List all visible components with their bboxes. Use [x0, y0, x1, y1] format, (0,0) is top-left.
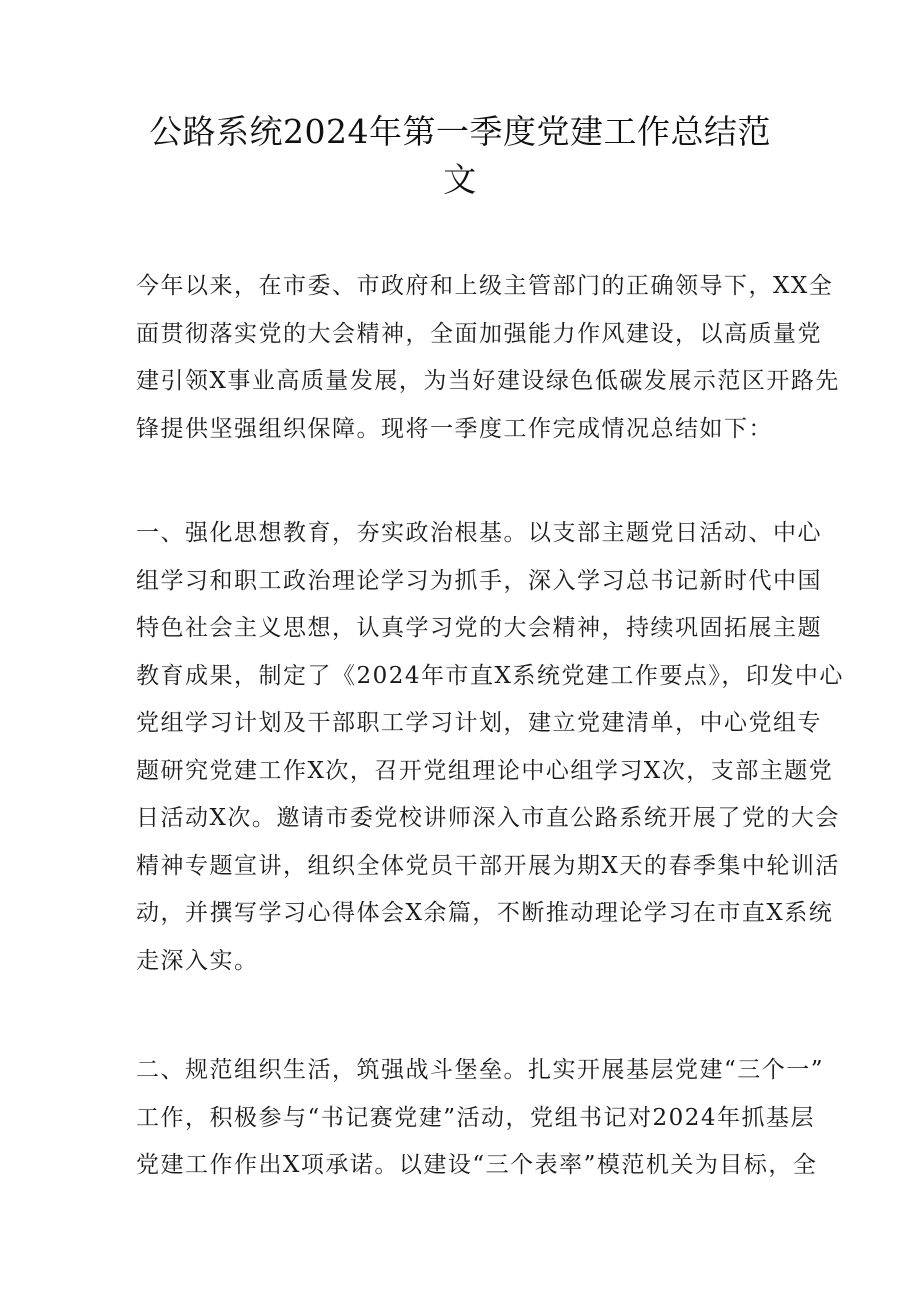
paragraph-line: 二、规范组织生活，筑强战斗堡垒。扎实开展基层党建“三个一” [136, 1057, 825, 1083]
paragraph-line: 教育成果，制定了《2024年市直X系统党建工作要点》，印发中心 [136, 662, 844, 689]
paragraph-line: 题研究党建工作X次，召开党组理论中心组学习X次，支部主题党 [136, 757, 834, 784]
paragraph-line: 日活动X次。邀请市委党校讲师深入市直公路系统开展了党的大会 [136, 805, 840, 831]
paragraph-line: 今年以来，在市委、市政府和上级主管部门的正确领导下，XX全 [136, 273, 834, 299]
paragraph-line: 工作，积极参与“书记赛党建”活动，党组书记对2024年抓基层 [136, 1104, 816, 1131]
paragraph-line: 党组学习计划及干部职工学习计划，建立党建清单，中心党组专 [136, 710, 822, 736]
document-title [120, 108, 800, 204]
paragraph-line: 锋提供坚强组织保障。现将一季度工作完成情况总结如下： [136, 415, 773, 442]
title-line: 文 [443, 160, 477, 199]
intro-paragraph [136, 263, 840, 453]
title-line: 公路系统2024年第一季度党建工作总结范 [149, 112, 771, 151]
paragraph-line: 党建工作作出X项承诺。以建设“三个表率”模范机关为目标，全 [136, 1152, 818, 1178]
paragraph-line: 特色社会主义思想，认真学习党的大会精神，持续巩固拓展主题 [136, 615, 822, 641]
paragraph-line: 动，并撰写学习心得体会X余篇，不断推动理论学习在市直X系统 [136, 900, 834, 926]
paragraph-line: 建引领X事业高质量发展，为当好建设绿色低碳发展示范区开路先 [136, 368, 840, 394]
section-2-paragraph [136, 1047, 825, 1190]
paragraph-line: 面贯彻落实党的大会精神，全面加强能力作风建设，以高质量党 [136, 320, 822, 347]
paragraph-line: 精神专题宣讲，组织全体党员干部开展为期X天的春季集中轮训活 [136, 852, 840, 879]
paragraph-line: 走深入实。 [136, 947, 259, 974]
paragraph-line: 一、强化思想教育，夯实政治根基。以支部主题党日活动、中心 [136, 520, 822, 546]
section-1-paragraph [136, 510, 844, 985]
paragraph-line: 组学习和职工政治理论学习为抓手，深入学习总书记新时代中国 [136, 567, 822, 594]
